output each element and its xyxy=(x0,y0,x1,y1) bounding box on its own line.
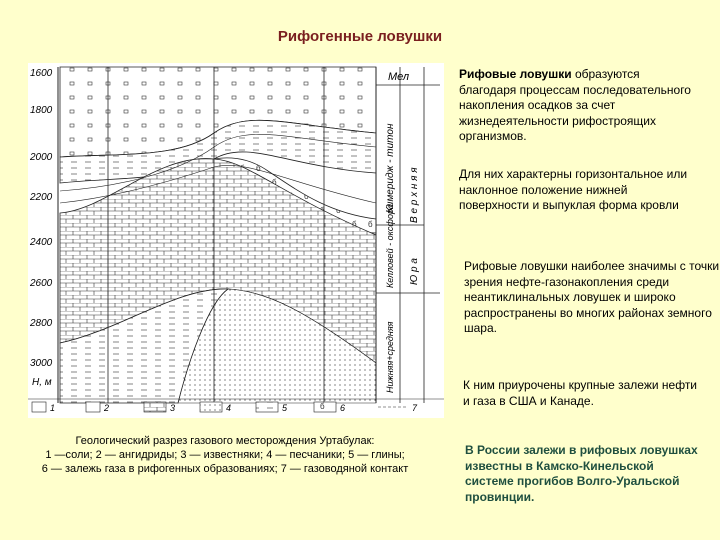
legend-number: 3 xyxy=(170,403,176,413)
strat-label-mel: Мел xyxy=(388,71,410,83)
paragraph-significance: Рифовые ловушки наиболее значимы с точки зрения нефте-газонакопления среди неантиклинальных ловушек и широко распространены во многих районах земного шара. xyxy=(464,259,720,335)
strat-label-lower-middle: Нижняя+средняя xyxy=(385,321,395,393)
strat-label-jura: Ю р а xyxy=(409,258,420,285)
legend-number: 1 xyxy=(50,403,56,413)
legend-number: 5 xyxy=(282,403,288,413)
paragraph-characteristics: Для них характерны горизонтальное или наклонное положение нижней поверхности и выпуклая форма кровли xyxy=(459,167,688,212)
legend-number: 7 xyxy=(412,403,418,413)
strat-label-upper: В е р х н я я xyxy=(409,167,420,223)
depth-label: 2400 xyxy=(30,237,53,248)
paragraph-text: образуются благодаря процессам последовательного накопления осадков за счет жизнедеятельности рифостроящих организмов. xyxy=(459,67,691,143)
depth-label: 2000 xyxy=(30,152,53,163)
slide-title: Рифогенные ловушки xyxy=(277,28,443,45)
paragraph-usa-canada: К ним приурочены крупные залежи нефти и газа в США и Канаде. xyxy=(463,378,698,408)
legend-number: 4 xyxy=(226,403,232,413)
depth-label: 2600 xyxy=(30,278,53,289)
depth-label: 1800 xyxy=(30,105,53,116)
caption-line-1: 1 —соли; 2 — ангидриды; 3 — известняки; 4 — песчаники; 5 — глины; xyxy=(45,449,405,461)
legend-number: 6 xyxy=(340,403,346,413)
strat-label-kimeridge: Кимеридж - титон xyxy=(385,123,396,213)
depth-label: 2800 xyxy=(30,318,53,329)
paragraph-russia: В России залежи в рифовых ловушках известны в Камско-Кинельской системе прогибов Волго-Уральской провинции. xyxy=(465,443,698,504)
geologic-section-figure xyxy=(28,63,444,418)
depth-unit-label: H, м xyxy=(32,377,52,388)
strat-label-kelloway: Келловей - оксфорд xyxy=(385,204,395,288)
depth-label: 2200 xyxy=(30,192,53,203)
paragraph-bold-term: Рифовые ловушки xyxy=(459,67,572,81)
paragraph-reef-traps xyxy=(459,67,699,145)
caption-title: Геологический разрез газового месторождения Уртабулак: xyxy=(75,435,375,447)
figure-caption xyxy=(5,434,445,476)
depth-label: 1600 xyxy=(30,68,53,79)
depth-label: 3000 xyxy=(30,358,53,369)
caption-line-2: 6 — залежь газа в рифогенных образованиях; 7 — газоводяной контакт xyxy=(41,463,409,475)
section-layers xyxy=(60,67,376,403)
legend-number: 2 xyxy=(104,403,110,413)
